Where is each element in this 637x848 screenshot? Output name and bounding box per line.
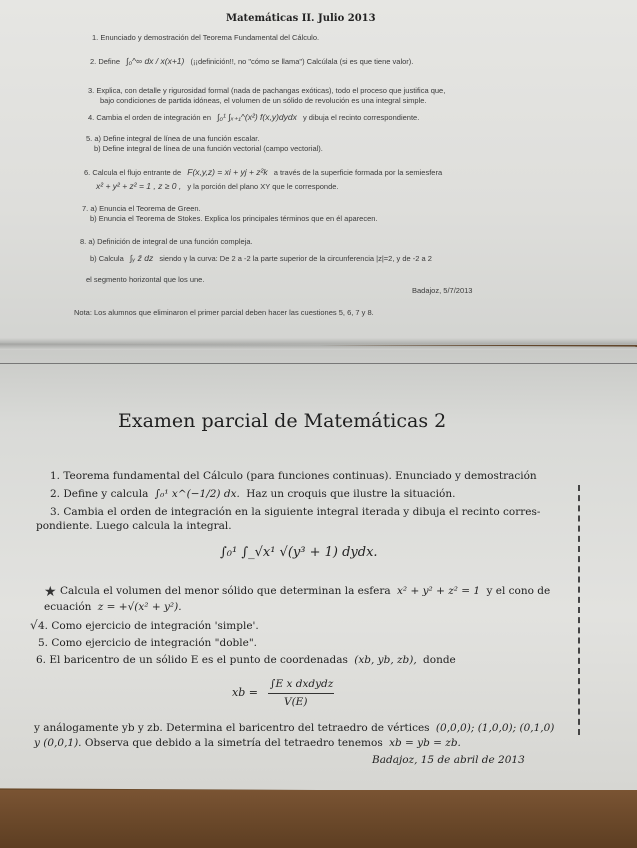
exam1-q3-line2: bajo condiciones de partida idóneas, el volumen de un sólido de revolución es una integral simple.: [100, 96, 427, 105]
exam1-q4-prefix: 4. Cambia el orden de integración en: [88, 113, 211, 122]
sheet-divider: [0, 363, 637, 364]
check-mark: √: [30, 618, 38, 632]
exam1-q8-a: 8. a) Definición de integral de una función compleja.: [80, 237, 253, 246]
exam1-q8-line2: el segmento horizontal que los une.: [86, 275, 205, 284]
exam2-q6-fraction-bar: [268, 693, 334, 694]
exam1-note: Nota: Los alumnos que eliminaron el primer parcial deben hacer las cuestiones 5, 6, 7 y 8.: [74, 308, 374, 317]
exam1-q4-suffix: y dibuja el recinto correspondiente.: [302, 113, 420, 122]
exam1-q5-b: b) Define integral de línea de una función vectorial (campo vectorial).: [94, 144, 323, 153]
exam1-q8-b-prefix: b) Calcula: [90, 254, 124, 263]
star-mark: ★: [44, 584, 57, 600]
exam1-q4: [88, 112, 419, 123]
exam2-q6-line1: [36, 654, 456, 666]
exam1-q5-a: 5. a) Define integral de línea de una función escalar.: [86, 134, 260, 143]
exam2-q6-suffix: donde: [423, 654, 456, 666]
exam2-qstar-line2-prefix: ecuación: [44, 601, 92, 613]
exam2-q6-formula-den: V(E): [284, 696, 308, 708]
exam2-q6-formula-lhs: xb =: [232, 686, 258, 699]
exam1-q8-b-suffix: siendo γ la curva: De 2 a -2 la parte superior de la circunferencia |z|=2, y de -2 a 2: [159, 254, 432, 263]
exam1-q6-prefix: 6. Calcula el flujo entrante de: [84, 168, 182, 177]
exam1-q1: 1. Enunciado y demostración del Teorema Fundamental del Cálculo.: [92, 33, 320, 42]
exam1-q7-a: 7. a) Enuncia el Teorema de Green.: [82, 204, 201, 213]
exam2-q6-line4-math: y (0,0,1).: [34, 737, 82, 749]
exam2-q6-line4-suffix: Observa que debido a la simetría del tetraedro tenemos: [84, 737, 383, 749]
exam2-q6-math: (xb, yb, zb),: [354, 654, 417, 666]
exam2-q1: 1. Teorema fundamental del Cálculo (para funciones continuas). Enunciado y demostración: [50, 470, 537, 482]
exam1-title: Matemáticas II. Julio 2013: [226, 13, 376, 24]
exam2-q6-line3-math: (0,0,0); (1,0,0); (0,1,0): [435, 722, 555, 734]
paper-fold: [0, 338, 637, 350]
desk-surface: [0, 790, 637, 848]
exam2-q3-integral: ∫₀¹ ∫_√x¹ √(y³ + 1) dydx.: [220, 545, 378, 560]
exam2-q3-line2: pondiente. Luego calcula la integral.: [36, 520, 232, 532]
exam2-q2-prefix: 2. Define y calcula: [50, 488, 149, 500]
exam2-q6-line3-prefix: y análogamente yb y zb. Determina el baricentro del tetraedro de vértices: [34, 722, 430, 734]
exam2-q6-line3: [34, 722, 554, 734]
exam1-q4-math: ∫₀¹ ∫ₓ₊₁^(x²) f(x,y)dydx: [217, 112, 297, 122]
exam1-q3-line1: 3. Explica, con detalle y rigurosidad formal (nada de pachangas exóticas), todo el proceso que justifica que,: [88, 86, 446, 95]
exam2-q6-prefix: 6. El baricentro de un sólido E es el punto de coordenadas: [36, 654, 348, 666]
exam1-q6-line2: [96, 181, 339, 191]
exam2-q5: 5. Como ejercicio de integración "doble".: [38, 637, 257, 649]
exam2-qstar-line2: [44, 601, 182, 613]
exam1-q8-b-math: ∫ᵧ z̄ dz: [129, 253, 154, 263]
exam1-q7-b: b) Enuncia el Teorema de Stokes. Explica los principales términos que en él aparecen.: [90, 214, 378, 223]
exam2-qstar-line1-math: x² + y² + z² = 1: [397, 585, 481, 597]
exam2-qstar-line1: [60, 585, 550, 597]
exam2-place-date: Badajoz, 15 de abril de 2013: [372, 754, 525, 766]
exam1-q6-line2-math: x² + y² + z² = 1 , z ≥ 0 ,: [96, 181, 182, 191]
exam1-place-date: Badajoz, 5/7/2013: [412, 286, 473, 295]
exam2-qstar-line1-suffix: y el cono de: [486, 585, 551, 597]
exam2-q6-line4: [34, 737, 461, 749]
exam1-q6-line1: [84, 167, 442, 177]
exam2-q2-suffix: Haz un croquis que ilustre la situación.: [246, 488, 456, 500]
exam1-q6-math: F(x,y,z) = xi + yj + z²k: [187, 167, 268, 177]
exam1-q2-prefix: 2. Define: [90, 57, 121, 66]
exam1-q8-b: [90, 253, 432, 263]
exam1-q6-line2-text: y la porción del plano XY que le corresponde.: [187, 182, 339, 191]
exam2-q2-math: ∫₀¹ x^(−1/2) dx.: [154, 488, 240, 500]
exam2-qstar-line2-math: z = +√(x² + y²).: [97, 601, 182, 613]
exam2-title: Examen parcial de Matemáticas 2: [118, 410, 447, 432]
exam1-q2: [90, 56, 413, 66]
exam2-qstar-line1-prefix: Calcula el volumen del menor sólido que determinan la esfera: [60, 585, 391, 597]
exam2-q3-line1: 3. Cambia el orden de integración en la siguiente integral iterada y dibuja el recinto corres-: [50, 506, 541, 518]
exam1-q2-suffix: (¡¡definición!!, no "cómo se llama") Calcúlala (si es que tiene valor).: [190, 57, 414, 66]
exam2-q6-line4-eq: xb = yb = zb.: [389, 737, 461, 749]
exam2-q2: [50, 488, 455, 500]
torn-edge-marks: [578, 485, 580, 735]
exam2-q6-formula-num: ∫E x dxdydz: [270, 678, 334, 690]
exam1-q2-math: ∫₀^∞ dx / x(x+1): [126, 56, 185, 66]
exam2-q4: 4. Como ejercicio de integración 'simple'.: [38, 620, 259, 632]
exam1-q6-suffix: a través de la superficie formada por la semiesfera: [273, 168, 443, 177]
